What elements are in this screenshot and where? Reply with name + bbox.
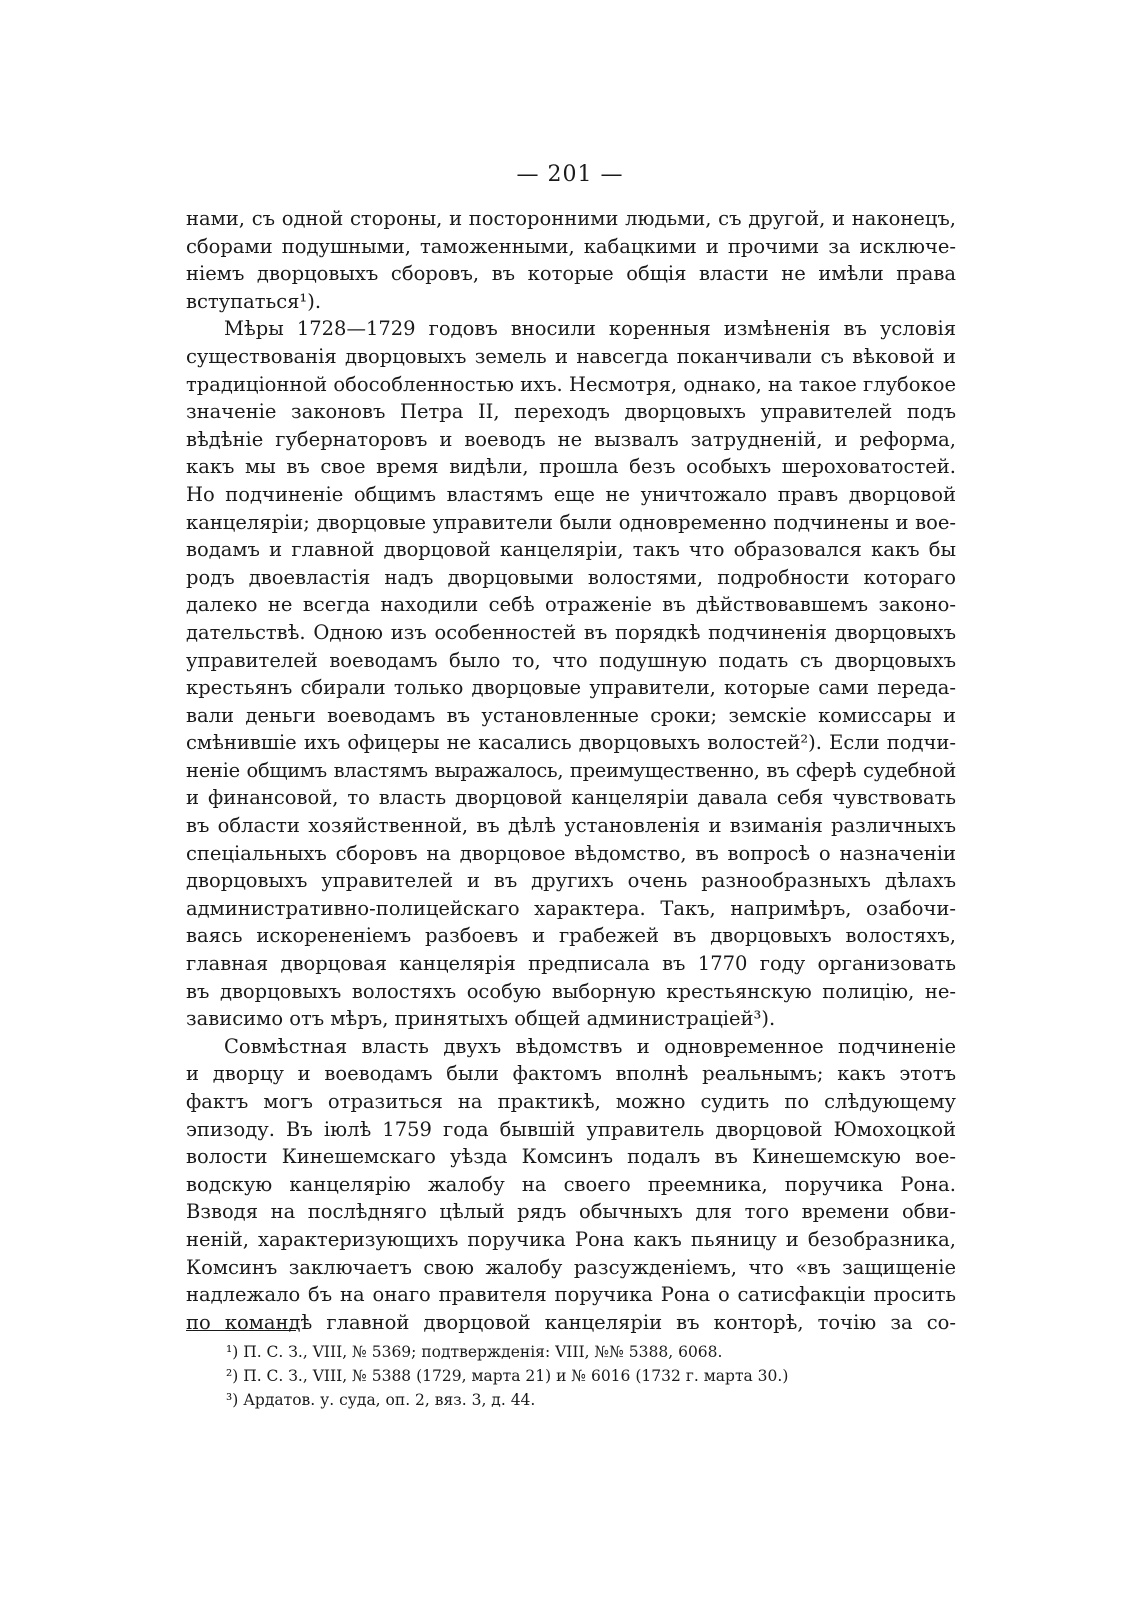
text-line: крестьянъ сбирали только дворцовые управители, которые сами переда- <box>186 676 956 700</box>
text-line: родъ двоевластія надъ дворцовыми волостями, подробности котораго <box>186 565 956 589</box>
footnote-3: ³) Ардатов. у. суда, оп. 2, вяз. 3, д. 44. <box>226 1391 536 1409</box>
text-line: традиціонной обособленностью ихъ. Несмотря, однако, на такое глубокое <box>186 372 956 396</box>
text-line: надлежало бъ на онаго правителя поручика Рона о сатисфакціи просить <box>186 1283 956 1307</box>
text-line: фактъ могъ отразиться на практикѣ, можно судить по слѣдующему <box>186 1090 956 1113</box>
footnote-2: ²) П. С. З., VIII, № 5388 (1729, марта 21) и № 6016 (1732 г. марта 30.) <box>226 1367 789 1385</box>
text-line: какъ мы въ свое время видѣли, прошла безъ особыхъ шероховатостей. <box>186 455 956 479</box>
text-line: сборами подушными, таможенными, кабацкими и прочими за исключе- <box>186 234 956 258</box>
text-line: значеніе законовъ Петра II, переходъ дворцовыхъ управителей подъ <box>186 400 956 424</box>
text-line: по командѣ главной дворцовой канцеляріи въ конторѣ, точію за со- <box>186 1310 956 1334</box>
text-line: административно-полицейскаго характера. Такъ, напримѣръ, озабочи- <box>186 896 956 920</box>
text-line: водамъ и главной дворцовой канцеляріи, такъ что образовался какъ бы <box>186 538 956 562</box>
text-line: главная дворцовая канцелярія предписала въ 1770 году организовать <box>186 952 956 976</box>
text-line: въ дворцовыхъ волостяхъ особую выборную крестьянскую полицію, не- <box>186 979 956 1003</box>
text-line: неній, характеризующихъ поручика Рона какъ пьяницу и безобразника, <box>186 1227 956 1251</box>
text-line: нами, съ одной стороны, и посторонними людьми, съ другой, и наконецъ, <box>186 207 956 230</box>
text-line: вѣдѣніе губернаторовъ и воеводъ не вызвалъ затрудненій, и реформа, <box>186 427 956 451</box>
text-line: ваясь искорененіемъ разбоевъ и грабежей въ дворцовыхъ волостяхъ, <box>186 924 956 948</box>
footnote-divider <box>186 1330 296 1331</box>
text-line: Комсинъ заключаетъ свою жалобу разсужденіемъ, что «въ защищеніе <box>186 1255 956 1279</box>
text-line: волости Кинешемскаго уѣзда Комсинъ подалъ въ Кинешемскую вое- <box>186 1145 956 1169</box>
text-line: Совмѣстная власть двухъ вѣдомствъ и одновременное подчиненіе <box>224 1034 956 1058</box>
footnotes <box>226 1340 946 1412</box>
footnote-1: ¹) П. С. З., VIII, № 5369; подтвержденія: VIII, №№ 5388, 6068. <box>226 1343 723 1361</box>
text-line: вали деньги воеводамъ въ установленные сроки; земскіе комиссары и <box>186 703 956 727</box>
text-line: Взводя на послѣдняго цѣлый рядъ обычныхъ для того времени обви- <box>186 1200 956 1224</box>
text-line: далеко не всегда находили себѣ отраженіе въ дѣйствовавшемъ законо- <box>186 593 956 617</box>
text-line: управителей воеводамъ было то, что подушную подать съ дворцовыхъ <box>186 648 956 672</box>
text-line: водскую канцелярію жалобу на своего преемника, поручика Рона. <box>186 1172 956 1196</box>
page-number: — 201 — <box>516 162 624 187</box>
text-line: ніемъ дворцовыхъ сборовъ, въ которые общія власти не имѣли права <box>186 262 956 286</box>
text-line: спеціальныхъ сборовъ на дворцовое вѣдомство, въ вопросѣ о назначеніи <box>186 841 956 865</box>
text-line: дворцовыхъ управителей и въ другихъ очень разнообразныхъ дѣлахъ <box>186 869 956 893</box>
text-line: въ области хозяйственной, въ дѣлѣ установленія и взиманія различныхъ <box>186 814 956 838</box>
text-line: и дворцу и воеводамъ были фактомъ вполнѣ реальнымъ; какъ этотъ <box>186 1062 956 1086</box>
text-line: эпизоду. Въ іюлѣ 1759 года бывшій управитель дворцовой Юмохоцкой <box>186 1117 956 1141</box>
text-line: Но подчиненіе общимъ властямъ еще не уничтожало правъ дворцовой <box>186 482 956 506</box>
text-line: и финансовой, то власть дворцовой канцеляріи давала себя чувствовать <box>186 786 956 810</box>
text-line: смѣнившіе ихъ офицеры не касались дворцовыхъ волостей²). Если подчи- <box>186 731 956 755</box>
text-line: неніе общимъ властямъ выражалось, преимущественно, въ сферѣ судебной <box>186 758 956 782</box>
text-line: дательствѣ. Одною изъ особенностей въ порядкѣ подчиненія дворцовыхъ <box>186 620 956 644</box>
text-line: Мѣры 1728—1729 годовъ вносили коренныя измѣненія въ условія <box>224 317 956 341</box>
text-line: существованія дворцовыхъ земель и навсегда поканчивали съ вѣковой и <box>186 344 956 368</box>
text-line: канцеляріи; дворцовые управители были одновременно подчинены и вое- <box>186 510 956 534</box>
text-line: зависимо отъ мѣръ, принятыхъ общей администраціей³). <box>186 1007 776 1031</box>
body-text <box>186 205 956 1336</box>
text-line: вступаться¹). <box>186 289 322 313</box>
